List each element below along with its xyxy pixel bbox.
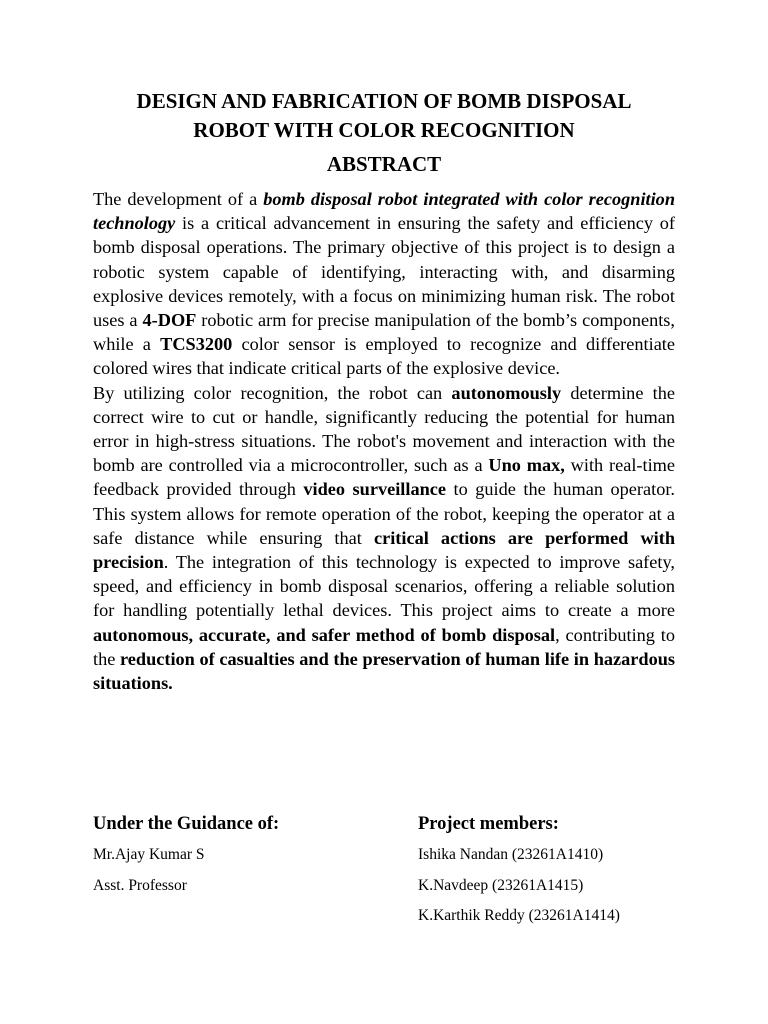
text-run: determine the correct wire to cut or handle, significantly reducing the potential for human error in high-stress situations. The robot's movement and interaction with the bomb are controlled via a microcontroller, such as a [93,382,675,476]
text-run: , contributing to the [93,624,675,669]
members-section [418,811,718,937]
text-run: color sensor is employed to recognize and differentiate colored wires that indicate critical parts of the explosive device. [93,334,675,379]
emphasis-run: autonomously [451,382,562,403]
text-run: By utilizing color recognition, the robot can [93,382,452,403]
abstract-heading: ABSTRACT [326,152,442,176]
text-run: to guide the human operator. This system allows for remote operation of the robot, keeping the operator at a safe distance while ensuring that [93,479,675,548]
emphasis-run: TCS3200 [160,334,233,355]
document-title [80,87,688,145]
text-run: is a critical advancement in ensuring the safety and efficiency of bomb disposal operations. The primary objective of this project is to design a robotic system capable of identifying, interacting with, and disarming explosive devices remotely, with a focus on minimizing human risk. The robot uses a [93,213,675,331]
guide-name: Mr.Ajay Kumar S [93,846,205,863]
abstract-paragraph-1 [93,187,675,381]
abstract-paragraph-2 [93,381,675,696]
text-run: The development of a [93,189,264,209]
emphasis-run: video surveillance [303,479,446,500]
emphasis-run: Uno max, [488,455,565,476]
title-line-2: ROBOT WITH COLOR RECOGNITION [193,118,575,142]
title-line-1: DESIGN AND FABRICATION OF BOMB DISPOSAL [136,89,632,113]
text-run: with real-time feedback provided through [93,455,675,500]
emphasis-run: reduction of casualties and the preservation of human life in hazardous situations. [93,648,675,694]
text-run: robotic arm for precise manipulation of the bomb’s components, while a [93,310,675,355]
guidance-heading: Under the Guidance of: [93,814,280,834]
guide-designation: Asst. Professor [93,876,187,894]
member-item: K.Karthik Reddy (23261A1414) [418,907,620,924]
guidance-section [93,811,393,906]
emphasis-run: 4-DOF [142,310,197,331]
abstract-body [93,187,675,695]
member-item: Ishika Nandan (23261A1410) [418,846,604,863]
emphasis-run: critical actions are performed with precision [93,527,675,573]
emphasis-run: bomb disposal robot integrated with color recognition technology [93,189,675,234]
text-run: . The integration of this technology is expected to improve safety, speed, and efficiency in bomb disposal scenarios, offering a reliable solution for handling potentially lethal devices. This project aims to create a more [93,552,675,621]
members-heading: Project members: [418,814,559,834]
member-item: K.Navdeep (23261A1415) [418,876,584,894]
emphasis-run: autonomous, accurate, and safer method of bomb disposal [93,624,556,645]
